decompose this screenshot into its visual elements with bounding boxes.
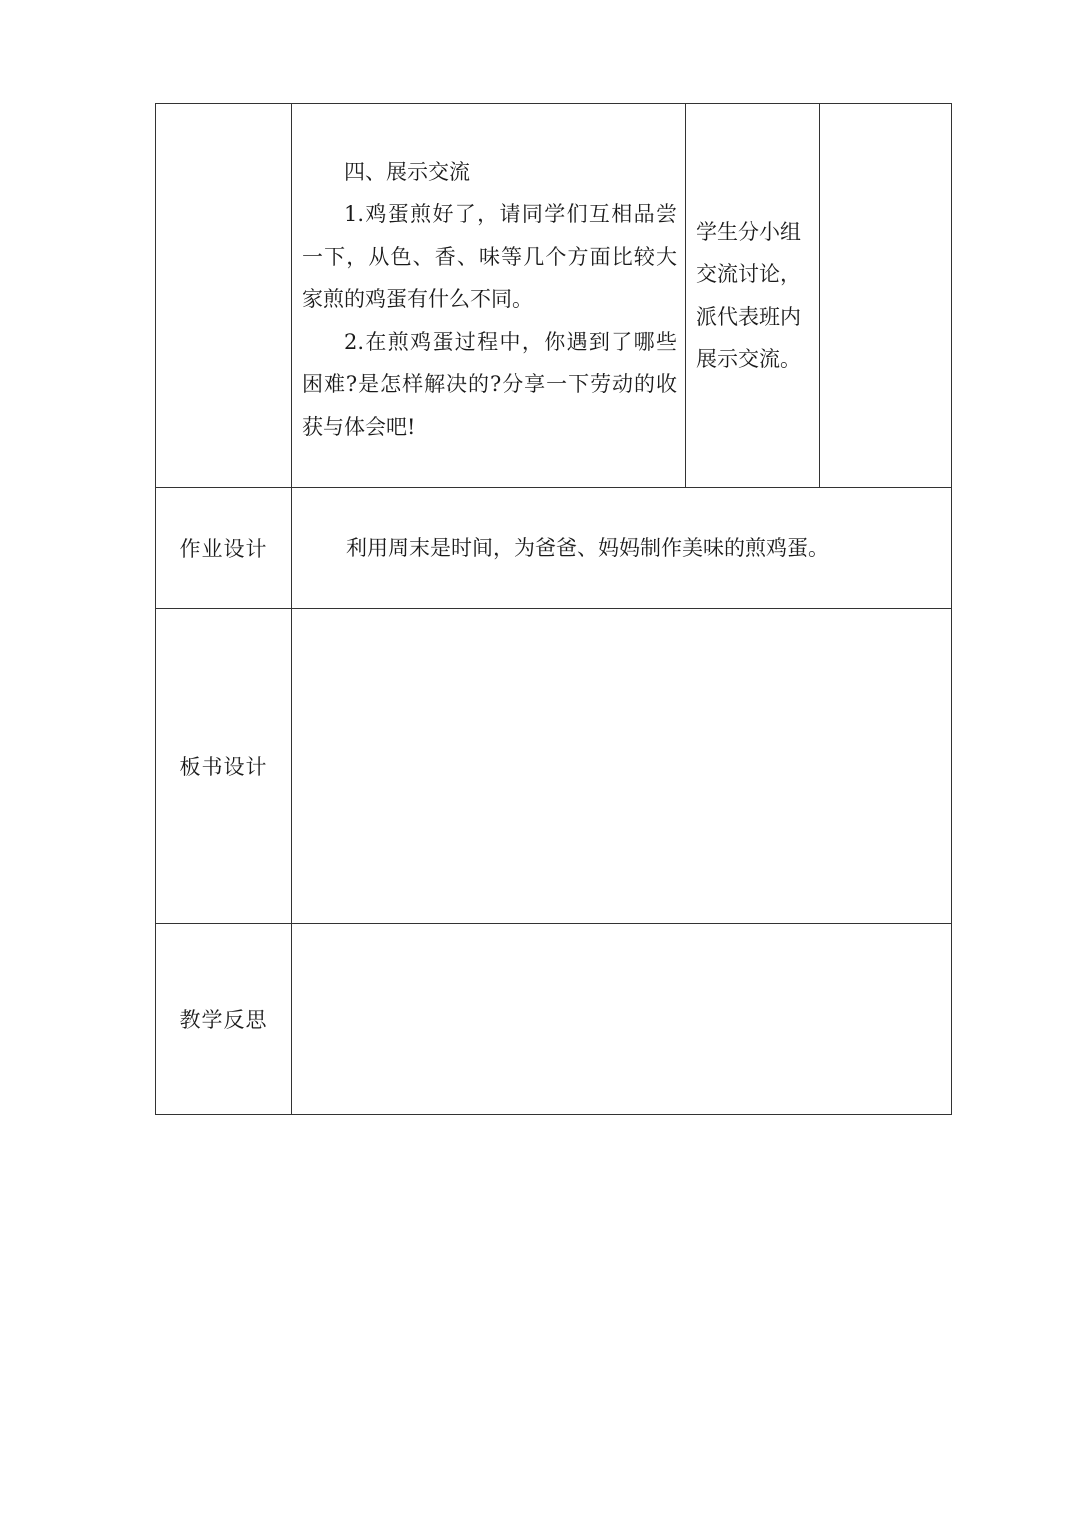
section-heading: 四、展示交流 <box>344 159 470 184</box>
homework-content: 利用周末是时间，为爸爸、妈妈制作美味的煎鸡蛋。 <box>346 536 829 560</box>
table-row-reflection <box>156 924 952 1115</box>
reflection-label: 教学反思 <box>156 924 292 1115</box>
student-activity-text: 学生分小组交流讨论，派代表班内展示交流。 <box>696 219 801 371</box>
lesson-plan-table <box>155 103 952 1115</box>
board-design-label: 板书设计 <box>156 609 292 924</box>
exchange-item-1: 1.鸡蛋煎好了，请同学们互相品尝一下，从色、香、味等几个方面比较大家煎的鸡蛋有什么不同。 <box>302 202 677 312</box>
table-row-exchange <box>156 104 952 488</box>
table-row-homework <box>156 488 952 609</box>
reflection-content <box>292 924 952 1115</box>
lesson-plan-sheet <box>155 103 951 1114</box>
homework-label: 作业设计 <box>156 488 292 609</box>
exchange-item-2: 2.在煎鸡蛋过程中，你遇到了哪些困难?是怎样解决的?分享一下劳动的收获与体会吧! <box>302 329 677 439</box>
board-design-content <box>292 609 952 924</box>
exchange-content-cell <box>292 104 686 488</box>
table-row-board-design <box>156 609 952 924</box>
homework-content-cell <box>292 488 952 609</box>
student-activity-cell <box>686 104 820 488</box>
exchange-content <box>292 151 685 449</box>
note-cell <box>820 104 952 488</box>
exchange-label-cell <box>156 104 292 488</box>
